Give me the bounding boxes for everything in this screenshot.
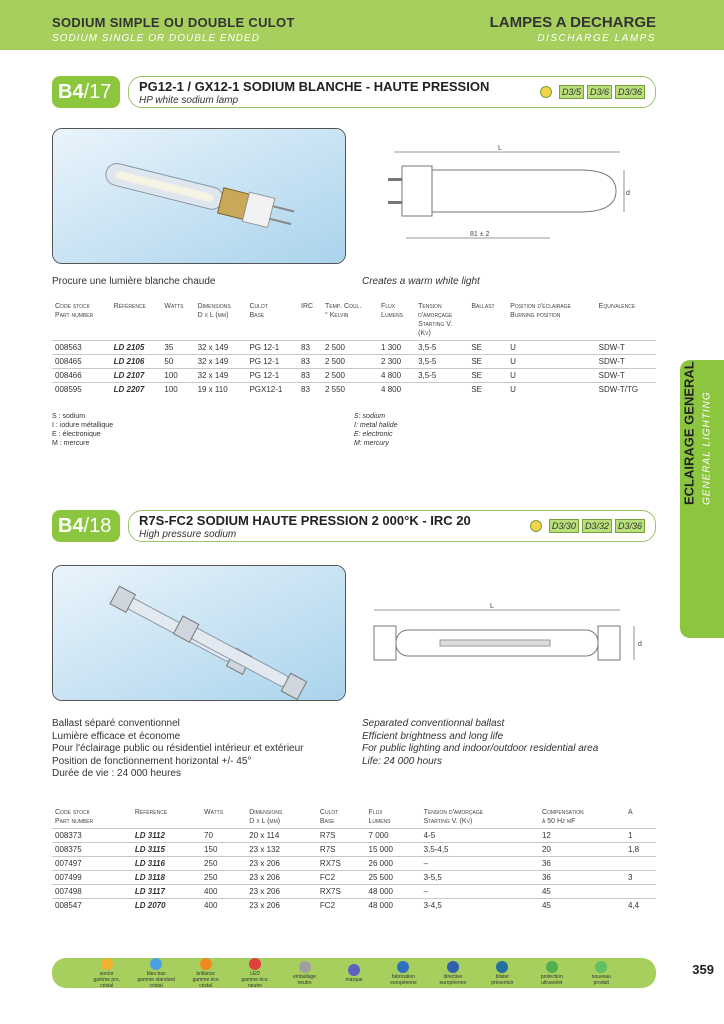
table-cell: 100	[161, 369, 194, 383]
table-cell: 70	[201, 829, 246, 843]
column-header: Culot Base	[319, 809, 339, 825]
lamp-image	[53, 129, 346, 264]
table-cell: 2 500	[322, 369, 378, 383]
section-1-header	[52, 76, 656, 108]
table-cell: 36	[539, 857, 625, 871]
tag: D3/36	[615, 519, 645, 533]
table-cell: 23 x 206	[246, 857, 317, 871]
table-cell: 2 500	[322, 355, 378, 369]
tag-group	[530, 519, 645, 533]
product-photo-1	[52, 128, 346, 264]
table-cell: 32 x 149	[195, 341, 247, 355]
footer-label: marque	[345, 976, 363, 983]
side-tab	[680, 360, 724, 638]
table-row	[52, 829, 656, 843]
footer-label: neutre	[297, 979, 312, 986]
footer-icon	[249, 958, 261, 970]
table-cell: 250	[201, 857, 246, 871]
section-title-box	[128, 510, 656, 542]
footer-label: présentoir	[491, 979, 514, 986]
footer-label: directive	[443, 973, 463, 980]
lamp-image	[53, 566, 346, 701]
table-cell: 1 300	[378, 341, 415, 355]
column-header: Dimensions D x L (mm)	[249, 809, 283, 825]
table-cell: 2 550	[322, 383, 378, 397]
footer-label: brillance	[196, 970, 215, 977]
table-cell: LD 3117	[132, 885, 201, 899]
dim-d-label: d	[638, 641, 642, 648]
table-cell: R7S	[317, 829, 366, 843]
footer-label: emballage	[292, 973, 317, 980]
table-cell: 3-5,5	[421, 871, 539, 885]
table-cell: 008465	[52, 355, 111, 369]
tag: D3/5	[559, 85, 584, 99]
column-header: Watts	[204, 809, 224, 816]
footer-icon	[101, 958, 113, 970]
table-cell: U	[507, 369, 596, 383]
table-cell: LD 2070	[132, 899, 201, 913]
table-row	[52, 885, 656, 899]
spec-table-2	[52, 806, 656, 913]
text-line: Lumière efficace et économe	[52, 730, 181, 742]
section-number: /17	[83, 81, 112, 103]
footer-item	[533, 961, 571, 986]
table-cell: 23 x 206	[246, 899, 317, 913]
table-cell: 008466	[52, 369, 111, 383]
footer-label: fabrication	[391, 973, 415, 980]
table-cell: PG 12-1	[246, 355, 298, 369]
table-cell: 007497	[52, 857, 132, 871]
column-header: Watts	[164, 303, 184, 310]
footer-legend-bar	[52, 958, 656, 988]
table-row	[52, 843, 656, 857]
tag: D3/32	[582, 519, 612, 533]
table-cell: 12	[539, 829, 625, 843]
table-cell: 3,5-5	[415, 341, 468, 355]
table-cell: PG 12-1	[246, 369, 298, 383]
column-header: Référence	[134, 809, 168, 816]
footer-item	[137, 958, 175, 989]
text-line: For public lighting and indoor/outdoor residential area	[362, 743, 599, 754]
table-cell: 008563	[52, 341, 111, 355]
table-cell: –	[421, 857, 539, 871]
table-row	[52, 383, 656, 397]
table-cell: 83	[298, 355, 322, 369]
column-header: Position d'éclairage Burning position	[510, 303, 571, 319]
text-line: Durée de vie : 24 000 heures	[52, 768, 181, 779]
column-header: Culot Base	[249, 303, 268, 319]
table-cell: 008375	[52, 843, 132, 857]
table-cell	[415, 383, 468, 397]
section-code: B4	[58, 81, 84, 103]
table-cell: 008373	[52, 829, 132, 843]
table-cell: 83	[298, 341, 322, 355]
table-cell: SDW-T	[596, 355, 656, 369]
table-cell: 007498	[52, 885, 132, 899]
text-line: I : iodure métallique	[52, 422, 114, 429]
spec-table-1	[52, 300, 656, 397]
column-header: Temp. Coul. ° Kelvin	[324, 303, 362, 319]
footer-icon	[150, 958, 162, 970]
legend-fr	[52, 412, 113, 448]
table-cell: 48 000	[366, 885, 421, 899]
table-cell: 19 x 110	[195, 383, 247, 397]
table-cell: R7S	[317, 843, 366, 857]
tag: D3/6	[587, 85, 612, 99]
footer-label: bleu bas	[146, 970, 166, 977]
column-header: Code stock Part number	[55, 303, 94, 319]
table-cell: 45	[539, 885, 625, 899]
table-cell: 2 500	[322, 341, 378, 355]
text-line: S: sodium	[354, 413, 386, 420]
table-cell: LD 2105	[111, 341, 162, 355]
text-line: Efficient brightness and long life	[362, 730, 504, 742]
side-tab-title: ECLAIRAGE GENERAL	[681, 361, 697, 505]
table-cell: 3,5-4,5	[421, 843, 539, 857]
section-title: PG12-1 / GX12-1 SODIUM BLANCHE - HAUTE PRESSION	[139, 79, 490, 94]
text-line: E: electronic	[354, 431, 393, 438]
table-cell: U	[507, 341, 596, 355]
column-header: Equivalence	[598, 303, 636, 310]
text-line: M : mercure	[52, 440, 90, 447]
footer-icon	[546, 961, 558, 973]
table-cell: SDW-T	[596, 341, 656, 355]
table-cell: 3	[625, 871, 656, 885]
column-header: Tension d'amorçage Starting V. (Kv)	[418, 303, 453, 337]
footer-item	[434, 961, 472, 986]
footer-label: gamme éco cristal	[192, 976, 219, 989]
table-cell: 23 x 206	[246, 885, 317, 899]
column-header: Tension d'amorçage Starting V. (Kv)	[423, 809, 484, 825]
legend-en	[354, 412, 398, 448]
column-header: IRC	[301, 303, 314, 310]
footer-item	[88, 958, 126, 989]
table-cell: 20	[539, 843, 625, 857]
header-right-title: LAMPES A DECHARGE	[489, 14, 656, 31]
dimension-drawing-2	[370, 600, 654, 680]
footer-icon	[397, 961, 409, 973]
description-fr	[52, 718, 304, 781]
section-subtitle: High pressure sodium	[139, 529, 237, 540]
text-line: S : sodium	[52, 413, 86, 420]
text-line: Ballast séparé conventionnel	[52, 718, 180, 729]
table-cell: RX7S	[317, 857, 366, 871]
column-header: Flux Lumens	[381, 303, 403, 319]
footer-icon	[299, 961, 311, 973]
footer-item	[236, 958, 274, 989]
table-cell: LD 3112	[132, 829, 201, 843]
dim-d-label: d	[626, 190, 630, 197]
table-row	[52, 857, 656, 871]
text-line: I: metal halide	[354, 422, 398, 429]
text-line: E : électronique	[52, 431, 101, 438]
table-cell	[625, 857, 656, 871]
section-number: /18	[83, 515, 112, 537]
footer-icon	[348, 964, 360, 976]
table-cell: LD 3118	[132, 871, 201, 885]
footer-label: LED	[250, 970, 260, 977]
table-cell: SDW-T	[596, 369, 656, 383]
table-cell: 3-4,5	[421, 899, 539, 913]
dimension-drawing-1	[370, 140, 654, 250]
energy-symbol-icon	[540, 86, 552, 98]
table-cell: 150	[201, 843, 246, 857]
footer-label: son/or	[99, 970, 114, 977]
table-cell: LD 2106	[111, 355, 162, 369]
table-row	[52, 355, 656, 369]
page-number: 359	[692, 962, 714, 977]
footer-item	[335, 964, 373, 983]
footer-label: ultraviolet	[541, 979, 563, 986]
column-header: A	[628, 809, 633, 816]
footer-label: nouveau	[591, 973, 611, 980]
dim-base-label: 81 ± 2	[470, 231, 490, 238]
table-cell: LD 3115	[132, 843, 201, 857]
column-header: Code stock Part number	[55, 809, 94, 825]
footer-label: blister	[495, 973, 510, 980]
table-cell: 4,4	[625, 899, 656, 913]
table-cell: 20 x 114	[246, 829, 317, 843]
footer-item	[582, 961, 620, 986]
side-tab-subtitle: GENERAL LIGHTING	[701, 391, 713, 505]
footer-label: européenne	[390, 979, 417, 986]
dim-L-label: L	[490, 603, 494, 610]
table-cell: 32 x 149	[195, 355, 247, 369]
footer-label: gamme éco. neutre	[241, 976, 269, 989]
description-en: Creates a warm white light	[362, 276, 480, 287]
table-cell: 23 x 132	[246, 843, 317, 857]
table-cell: SDW-T/TG	[596, 383, 656, 397]
section-code: B4	[58, 515, 84, 537]
table-cell: 400	[201, 885, 246, 899]
table-cell: 008547	[52, 899, 132, 913]
table-cell: 35	[161, 341, 194, 355]
table-cell: 83	[298, 369, 322, 383]
table-cell: 4 800	[378, 383, 415, 397]
section-2-header	[52, 510, 656, 542]
table-cell: –	[421, 885, 539, 899]
table-cell: U	[507, 383, 596, 397]
table-cell: 45	[539, 899, 625, 913]
table-cell: 36	[539, 871, 625, 885]
section-title: R7S-FC2 SODIUM HAUTE PRESSION 2 000°K - IRC 20	[139, 513, 471, 528]
table-cell: LD 2107	[111, 369, 162, 383]
table-cell: 26 000	[366, 857, 421, 871]
tag-group	[540, 85, 645, 99]
footer-label: produit	[593, 979, 609, 986]
footer-icon	[447, 961, 459, 973]
table-cell	[625, 885, 656, 899]
table-row	[52, 341, 656, 355]
section-subtitle: HP white sodium lamp	[139, 95, 239, 106]
text-line: Position de fonctionnement horizontal +/- 45°	[52, 755, 252, 767]
table-cell: 3,5-5	[415, 355, 468, 369]
section-badge	[52, 76, 120, 108]
table-cell: 83	[298, 383, 322, 397]
text-line: Life: 24 000 hours	[362, 755, 443, 767]
column-header: Dimensions D x L (mm)	[197, 303, 231, 319]
table-cell: SE	[468, 369, 507, 383]
table-cell: 3,5-5	[415, 369, 468, 383]
table-cell: 250	[201, 871, 246, 885]
description-fr: Procure une lumière blanche chaude	[52, 276, 216, 287]
description-en	[362, 718, 598, 768]
text-line: Pour l'éclairage public ou résidentiel intérieur et extérieur	[52, 743, 304, 754]
table-cell: 4 800	[378, 369, 415, 383]
table-cell: 2 300	[378, 355, 415, 369]
footer-label: protection	[540, 973, 563, 980]
column-header: Compensation à 50 Hz µF	[541, 809, 584, 825]
table-cell: 7 000	[366, 829, 421, 843]
table-cell: LD 3116	[132, 857, 201, 871]
header-right-subtitle: DISCHARGE LAMPS	[537, 33, 656, 44]
tag: D3/30	[549, 519, 579, 533]
product-photo-2	[52, 565, 346, 701]
table-row	[52, 871, 656, 885]
footer-label: gamme standard cristal	[137, 976, 175, 989]
footer-label: gamme pro. cristal	[93, 976, 121, 989]
table-cell: 32 x 149	[195, 369, 247, 383]
footer-item	[483, 961, 521, 986]
header-left-subtitle: SODIUM SINGLE OR DOUBLE ENDED	[52, 33, 260, 44]
table-cell: 008595	[52, 383, 111, 397]
table-cell: 15 000	[366, 843, 421, 857]
footer-icon	[496, 961, 508, 973]
table-cell: 007499	[52, 871, 132, 885]
column-header: Ballast	[471, 303, 495, 310]
footer-item	[187, 958, 225, 989]
table-cell: 100	[161, 383, 194, 397]
section-badge	[52, 510, 120, 542]
tag: D3/36	[615, 85, 645, 99]
table-cell: 1	[625, 829, 656, 843]
table-cell: 4-5	[421, 829, 539, 843]
column-header: Flux Lumens	[368, 809, 391, 825]
table-cell: 400	[201, 899, 246, 913]
table-cell: RX7S	[317, 885, 366, 899]
table-cell: 48 000	[366, 899, 421, 913]
table-cell: PGX12-1	[246, 383, 298, 397]
header-left-title: SODIUM SIMPLE OU DOUBLE CULOT	[52, 15, 295, 30]
text-line: Separated conventionnal ballast	[362, 718, 505, 729]
table-cell: 25 500	[366, 871, 421, 885]
table-row	[52, 899, 656, 913]
footer-item	[384, 961, 422, 986]
table-cell: SE	[468, 341, 507, 355]
footer-icon	[595, 961, 607, 973]
table-cell: FC2	[317, 899, 366, 913]
table-cell: U	[507, 355, 596, 369]
energy-symbol-icon	[530, 520, 542, 532]
table-cell: SE	[468, 383, 507, 397]
column-header: Référence	[113, 303, 146, 310]
footer-item	[286, 961, 324, 986]
footer-icon	[200, 958, 212, 970]
section-title-box	[128, 76, 656, 108]
footer-label: européenne	[439, 979, 467, 986]
header-bar	[0, 0, 724, 50]
table-cell: FC2	[317, 871, 366, 885]
dim-L-label: L	[498, 145, 502, 152]
table-cell: LD 2207	[111, 383, 162, 397]
table-cell: PG 12-1	[246, 341, 298, 355]
table-cell: 50	[161, 355, 194, 369]
table-cell: SE	[468, 355, 507, 369]
table-cell: 1,8	[625, 843, 656, 857]
text-line: M: mercury	[354, 440, 389, 447]
table-row	[52, 369, 656, 383]
table-cell: 23 x 206	[246, 871, 317, 885]
